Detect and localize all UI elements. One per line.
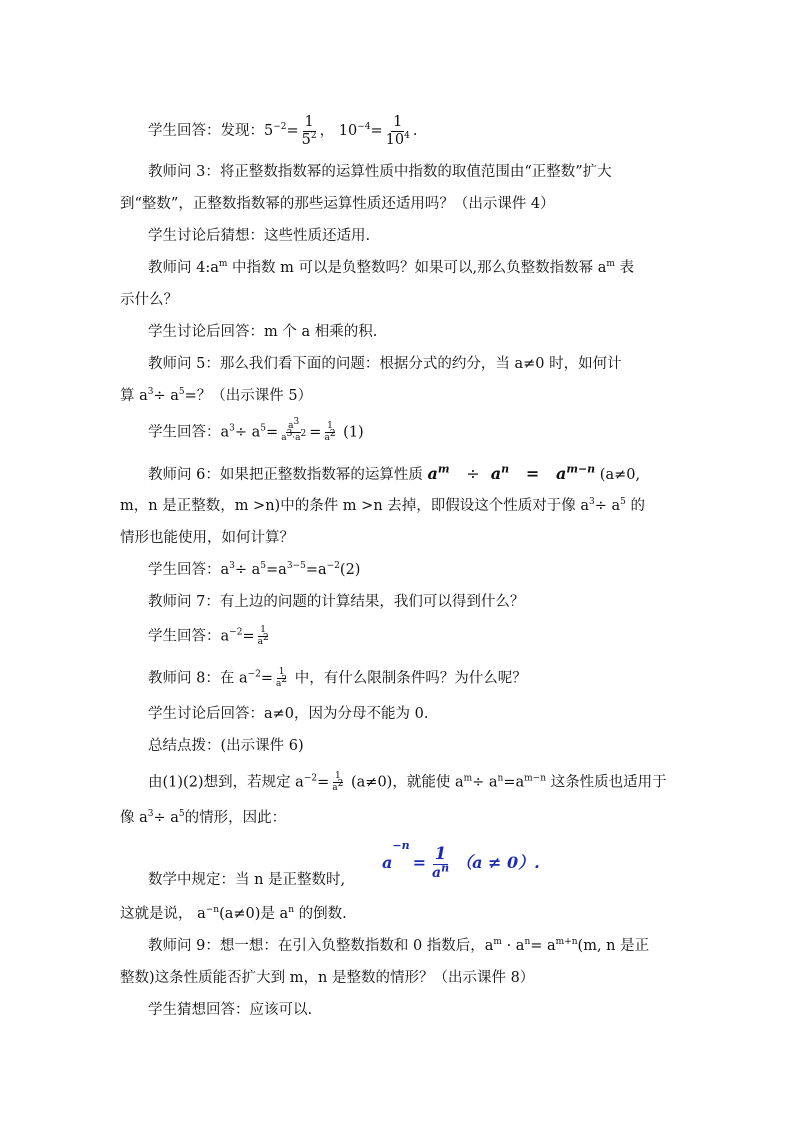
fraction-1-over-a2 <box>274 668 289 689</box>
den-exp: n <box>441 861 450 875</box>
den-exp: 4 <box>404 130 410 141</box>
text: ÷ a <box>594 498 621 514</box>
definition-formula <box>382 839 540 881</box>
text: 学生回答：a <box>148 424 230 441</box>
teacher-q4-line2: 示什么？ <box>120 292 178 308</box>
exp: m−n <box>566 462 596 476</box>
num: 1 <box>304 114 314 130</box>
exp: −2 <box>273 122 287 133</box>
teacher-q3-line1: 教师问 3：将正整数指数幂的运算性质中指数的取值范围由“正整数”扩大 <box>148 164 612 180</box>
exp: 3 <box>147 809 154 820</box>
text: = <box>317 774 330 791</box>
teacher-q7: 教师问 7：有上边的问题的计算结果，我们可以得到什么？ <box>148 594 525 610</box>
exp: −4 <box>357 122 371 133</box>
den-base: a <box>276 679 282 689</box>
exp: 5 <box>260 561 267 572</box>
den-exp: 2 <box>310 130 317 141</box>
exp: m <box>437 462 450 476</box>
den-base: a <box>281 433 287 443</box>
text: ÷ a <box>234 424 261 441</box>
exp: m−n <box>524 773 547 784</box>
base: a <box>490 464 502 483</box>
teacher-q6-line1 <box>148 464 640 485</box>
base: a <box>382 853 393 872</box>
fraction-1-over-5sq <box>300 115 319 147</box>
exp: −2 <box>326 561 340 572</box>
eq: = <box>412 853 426 872</box>
exp: −2 <box>229 627 243 638</box>
math-10: 10 <box>338 123 358 139</box>
text: ÷ a <box>472 774 498 791</box>
num-exp: 3 <box>293 417 300 427</box>
den <box>256 633 271 647</box>
text: (a≠0, <box>599 467 641 483</box>
teacher-q5-line1: 教师问 5：那么我们看下面的问题：根据分式的约分，当 a≠0 时，如何计 <box>148 356 622 372</box>
comma: ， <box>319 123 335 139</box>
text: ÷ a <box>234 562 261 578</box>
period: . <box>412 123 418 139</box>
teacher-q8 <box>148 668 527 689</box>
text: (a≠0)，就能使 a <box>346 774 464 791</box>
exp: −2 <box>303 773 318 784</box>
exp: m <box>606 259 615 270</box>
den-base: 5 <box>301 131 311 148</box>
fraction-1-over-a2 <box>330 772 345 793</box>
den <box>274 675 289 689</box>
exp: 5 <box>260 423 267 434</box>
num: 1 <box>278 667 285 677</box>
exp: n <box>288 905 294 916</box>
den <box>384 132 412 148</box>
student-answer-fraction <box>148 417 364 443</box>
eq: = <box>309 424 322 441</box>
exp: 3 <box>229 561 235 572</box>
den-exp: 2 <box>337 779 344 789</box>
den-exp: 2 <box>329 429 336 439</box>
student-answer-condition: 学生讨论后回答：a≠0，因为分母不能为 0. <box>148 706 429 722</box>
math-5: 5 <box>264 123 274 139</box>
eq: = <box>525 464 540 483</box>
exp: n <box>497 773 504 784</box>
text: 这条性质也适用于 <box>546 774 667 791</box>
reciprocal-explanation <box>120 904 347 924</box>
text: 中指数 m 可以是负整数吗？如果可以,那么负整数指数幂 a <box>227 260 607 276</box>
text: m，n 是正整数，m >n)中的条件 m >n 去掉，即假设这个性质对于像 a <box>120 498 590 514</box>
text: 教师问 4:a <box>148 260 219 276</box>
def-fraction <box>430 846 451 880</box>
student-guess-answer: 学生猜想回答：应该可以. <box>148 1002 313 1018</box>
eq-number: (1) <box>338 424 364 441</box>
eq-number: (2) <box>339 562 361 578</box>
fraction-1-over-a2 <box>256 626 271 647</box>
text: =a <box>266 562 287 578</box>
div: ÷ <box>466 464 480 483</box>
fraction-1-over-a2 <box>322 422 337 443</box>
text: 教师问 9：想一想：在引入负整数指数和 0 指数后，a <box>148 938 494 954</box>
text: · a <box>501 938 525 954</box>
text: (a≠0)是 a <box>219 906 289 922</box>
text: =a <box>503 774 525 791</box>
student-answer-def <box>148 626 272 647</box>
text: ÷ a <box>153 388 179 404</box>
exp: 3−5 <box>286 561 306 572</box>
text: 由(1)(2)想到，若规定 a <box>148 774 304 791</box>
den-base: a <box>257 637 263 647</box>
text: = <box>266 424 279 441</box>
num: 1 <box>334 771 341 781</box>
text: 像 a <box>120 810 148 826</box>
text: (m, n 是正 <box>577 938 650 954</box>
den-exp2: 2 <box>300 429 307 439</box>
exp: 3 <box>229 423 235 434</box>
text: 学生回答：a <box>148 628 230 645</box>
den <box>430 861 451 881</box>
teacher-q9-line1 <box>148 936 649 956</box>
exp: 3 <box>147 387 154 398</box>
den-base2: a <box>295 433 301 443</box>
den-base: a <box>432 865 442 881</box>
exp: 3 <box>589 497 595 508</box>
den-base: a <box>324 433 330 443</box>
exp: n <box>501 462 510 476</box>
den-exp: 3 <box>286 429 293 439</box>
summary-line2 <box>120 808 286 828</box>
num: 1 <box>260 625 267 635</box>
eq: = <box>370 123 383 139</box>
text: = a <box>530 938 556 954</box>
summary-heading: 总结点拨：(出示课件 6) <box>148 738 304 754</box>
fraction-a3-over-a3a2 <box>279 417 308 443</box>
exp: m+n <box>555 937 578 948</box>
student-answer-product: 学生讨论后回答：m 个 a 相乘的积. <box>148 324 378 340</box>
teacher-q3-line2: 到“整数”，正整数指数幂的那些运算性质还适用吗？（出示课件 4） <box>120 196 555 212</box>
rule-statement: 数学中规定：当 n 是正整数时, <box>148 872 346 888</box>
text: 学生回答：发现： <box>148 123 264 139</box>
text: =a <box>305 562 327 578</box>
teacher-q4-line1 <box>148 258 634 278</box>
text: = <box>260 670 274 687</box>
fraction-1-over-10-4 <box>384 115 412 147</box>
text: 的情形，因此： <box>184 810 287 826</box>
num-base: a <box>288 421 294 431</box>
den <box>330 779 345 793</box>
exp: n <box>524 937 531 948</box>
teacher-q6-line2 <box>120 496 645 516</box>
den <box>300 132 319 148</box>
teacher-q5-line2 <box>120 386 312 406</box>
text: 学生回答：a <box>148 562 230 578</box>
eq: = <box>286 123 299 139</box>
base: a <box>555 464 567 483</box>
exp: m <box>218 259 228 270</box>
text: 教师问 8：在 a <box>148 670 248 687</box>
exp: −2 <box>247 669 261 680</box>
exp: 5 <box>620 497 626 508</box>
exp: 5 <box>178 387 185 398</box>
den-exp: 2 <box>262 633 269 643</box>
teacher-q9-line2: 整数)这条性质能否扩大到 m，n 是整数的情形？（出示课件 8） <box>120 970 535 986</box>
text: 算 a <box>120 388 148 404</box>
den-base: 10 <box>385 131 405 148</box>
exp: m <box>493 937 502 948</box>
text: 中，有什么限制条件吗？为什么呢？ <box>290 670 527 687</box>
text: =？（出示课件 5） <box>184 388 313 404</box>
den-base: a <box>332 783 338 793</box>
exp: m <box>463 773 473 784</box>
student-answer-neg2 <box>148 560 360 580</box>
text: = <box>242 628 255 645</box>
text: ÷ a <box>153 810 179 826</box>
text: 表 <box>614 260 635 276</box>
exp: 5 <box>178 809 185 820</box>
formula-am-div-an <box>427 464 595 483</box>
base: a <box>427 464 438 483</box>
cond: （a ≠ 0）. <box>456 853 540 872</box>
exp: −n <box>205 905 220 916</box>
teacher-q6-line3: 情形也能使用，如何计算？ <box>120 530 294 546</box>
den <box>322 429 337 443</box>
num: 1 <box>327 421 333 431</box>
den: $a^3\cdot a^2$ <box>281 429 307 443</box>
text: 教师问 6：如果把正整数指数幂的运算性质 <box>148 467 423 483</box>
text: 的倒数. <box>294 906 347 922</box>
num: 1 <box>393 114 403 130</box>
student-answer-discovery <box>148 115 417 147</box>
text: 的 <box>625 498 646 514</box>
text: 这就是说， a <box>120 906 206 922</box>
student-guess: 学生讨论后猜想：这些性质还适用. <box>148 228 371 244</box>
def-formula: a −n = $\frac{1}{a^n}$ （a ≠ 0）. <box>382 839 540 881</box>
num: 1 <box>434 844 447 864</box>
summary-line1 <box>148 772 667 793</box>
den-exp: 2 <box>281 675 288 685</box>
